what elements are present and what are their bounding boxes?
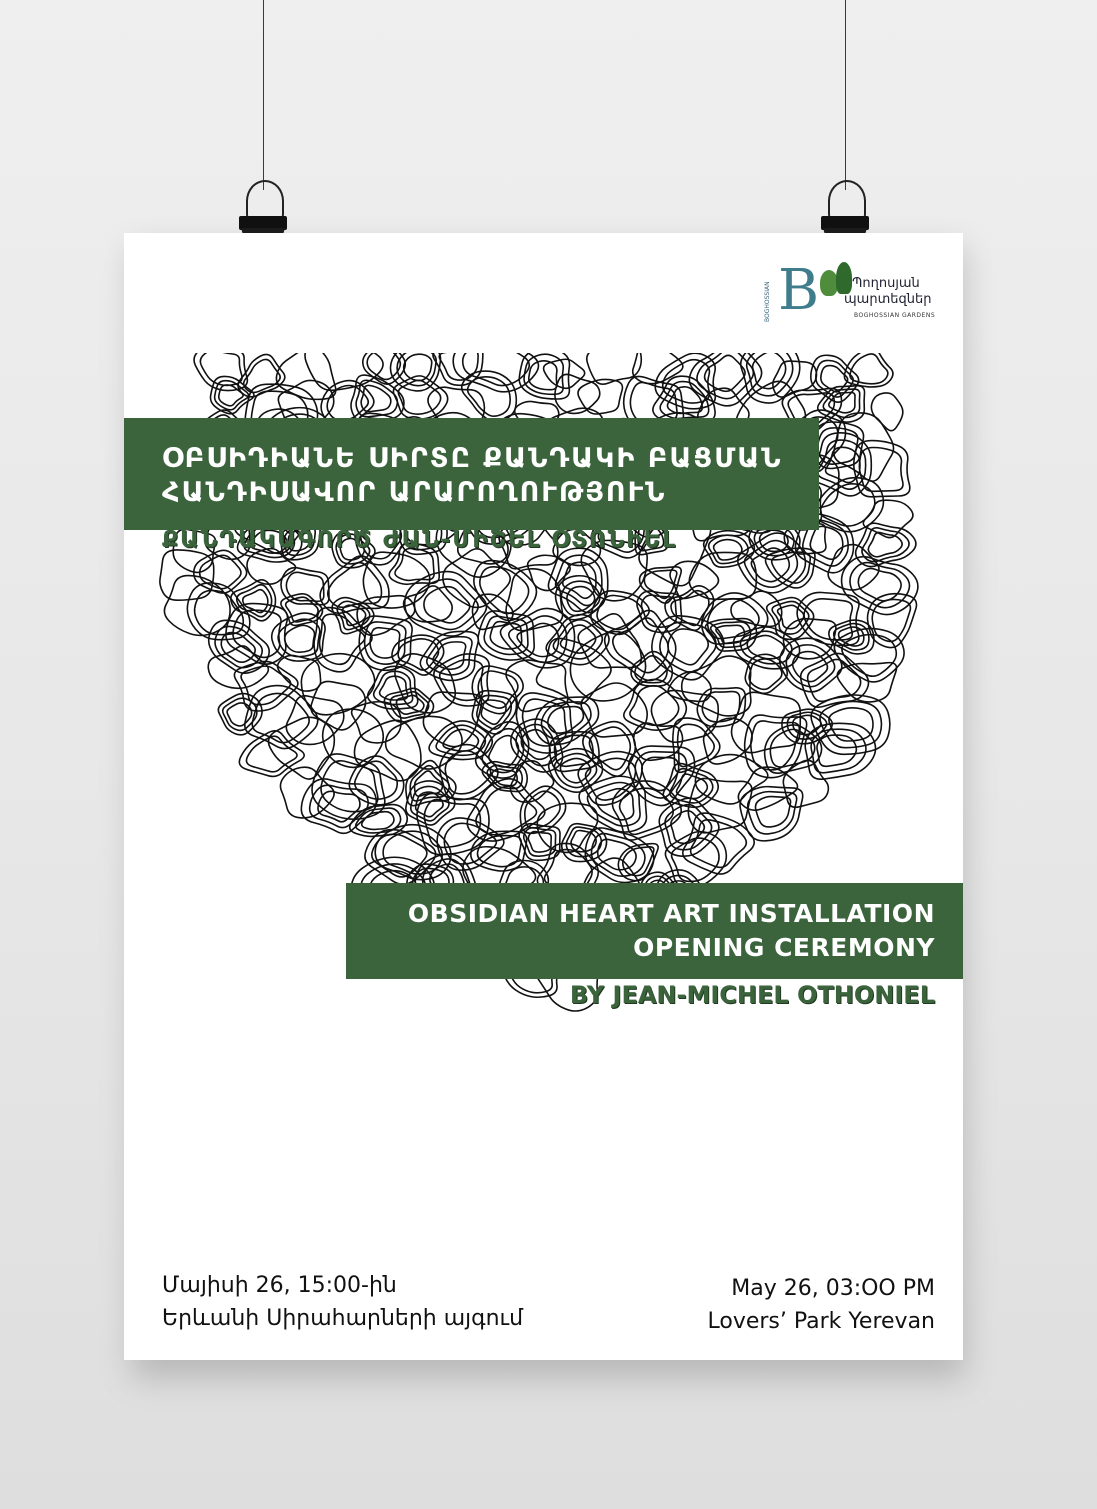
armenian-subtitle: ՔԱՆԴԱԿԱԳՈՐԾ ԺԱՆ-ՄԻՇԵԼ ՕՏՈՆԻԵԼ: [162, 527, 678, 553]
logo-vertical-text: BOGHOSSIAN: [764, 281, 771, 322]
heart-blob-outline: [858, 568, 901, 600]
logo-name-line1: Պողոսյան: [852, 276, 920, 291]
english-date: May 26, 03:OO PM: [731, 1276, 935, 1301]
heart-blob-outline: [537, 803, 597, 852]
heart-blob-outline: [695, 755, 767, 804]
armenian-title-line1: ՕԲՍԻԴԻԱՆԵ ՍԻՐՏԸ ՔԱՆԴԱԿԻ ԲԱՑՄԱՆ: [162, 443, 783, 474]
heart-blob-outline: [525, 791, 560, 828]
english-title-line1: OBSIDIAN HEART ART INSTALLATION: [407, 899, 935, 928]
heart-blob-outline: [472, 666, 523, 714]
armenian-place: Երևանի Սիրահարների այգում: [162, 1306, 524, 1331]
heart-blob-outline: [544, 359, 585, 388]
heart-blob-outline: [352, 702, 401, 743]
heart-blob-outline: [218, 694, 262, 735]
heart-blob-outline: [424, 799, 480, 847]
armenian-title-line2: ՀԱՆԴԻՍԱՎՈՐ ԱՐԱՐՈՂՈՒԹՅՈՒՆ: [162, 477, 667, 508]
heart-blob-outline: [745, 654, 787, 693]
heart-blob-outline: [529, 361, 557, 390]
logo-name-en: BOGHOSSIAN GARDENS: [854, 312, 936, 319]
heart-blob-outline: [200, 353, 242, 385]
heart-blob-outline: [301, 654, 374, 715]
heart-blob-outline: [598, 839, 636, 869]
english-place: Lovers’ Park Yerevan: [707, 1309, 935, 1334]
tree-icon: [836, 262, 852, 294]
heart-blob-outline: [702, 692, 739, 722]
heart-blob-outline: [644, 570, 677, 598]
english-title-line2: OPENING CEREMONY: [633, 933, 935, 962]
heart-blob-outline: [668, 672, 711, 702]
heart-blob-outline: [243, 590, 268, 613]
heart-blob-outline: [755, 797, 790, 827]
armenian-title: [162, 442, 783, 510]
english-event-info: [707, 1272, 935, 1338]
armenian-date: Մայիսի 26, 15:00-ին: [162, 1273, 397, 1298]
boghossian-logo: [760, 260, 940, 326]
hanging-wire-right: [845, 0, 846, 190]
armenian-event-info: [162, 1269, 523, 1335]
heart-blob-outline: [227, 703, 252, 726]
heart-blob-outline: [233, 610, 281, 657]
english-subtitle: BY JEAN-MICHEL OTHONIEL: [569, 981, 935, 1009]
heart-blob-outline: [567, 587, 595, 612]
heart-blob-outline: [393, 376, 447, 419]
heart-blob-outline: [801, 653, 869, 707]
logo-name-line2: պարտեզներ: [844, 292, 932, 307]
heart-blob-outline: [871, 393, 902, 431]
heart-blob-outline: [868, 594, 917, 648]
hanging-wire-left: [263, 0, 264, 190]
english-title: [408, 897, 935, 965]
heart-blob-outline: [362, 812, 394, 830]
logo-letter: B: [778, 258, 820, 323]
heart-blob-outline: [747, 635, 784, 658]
heart-blob-outline: [817, 735, 856, 766]
poster: [124, 233, 963, 1360]
heart-blob-outline: [285, 625, 315, 652]
